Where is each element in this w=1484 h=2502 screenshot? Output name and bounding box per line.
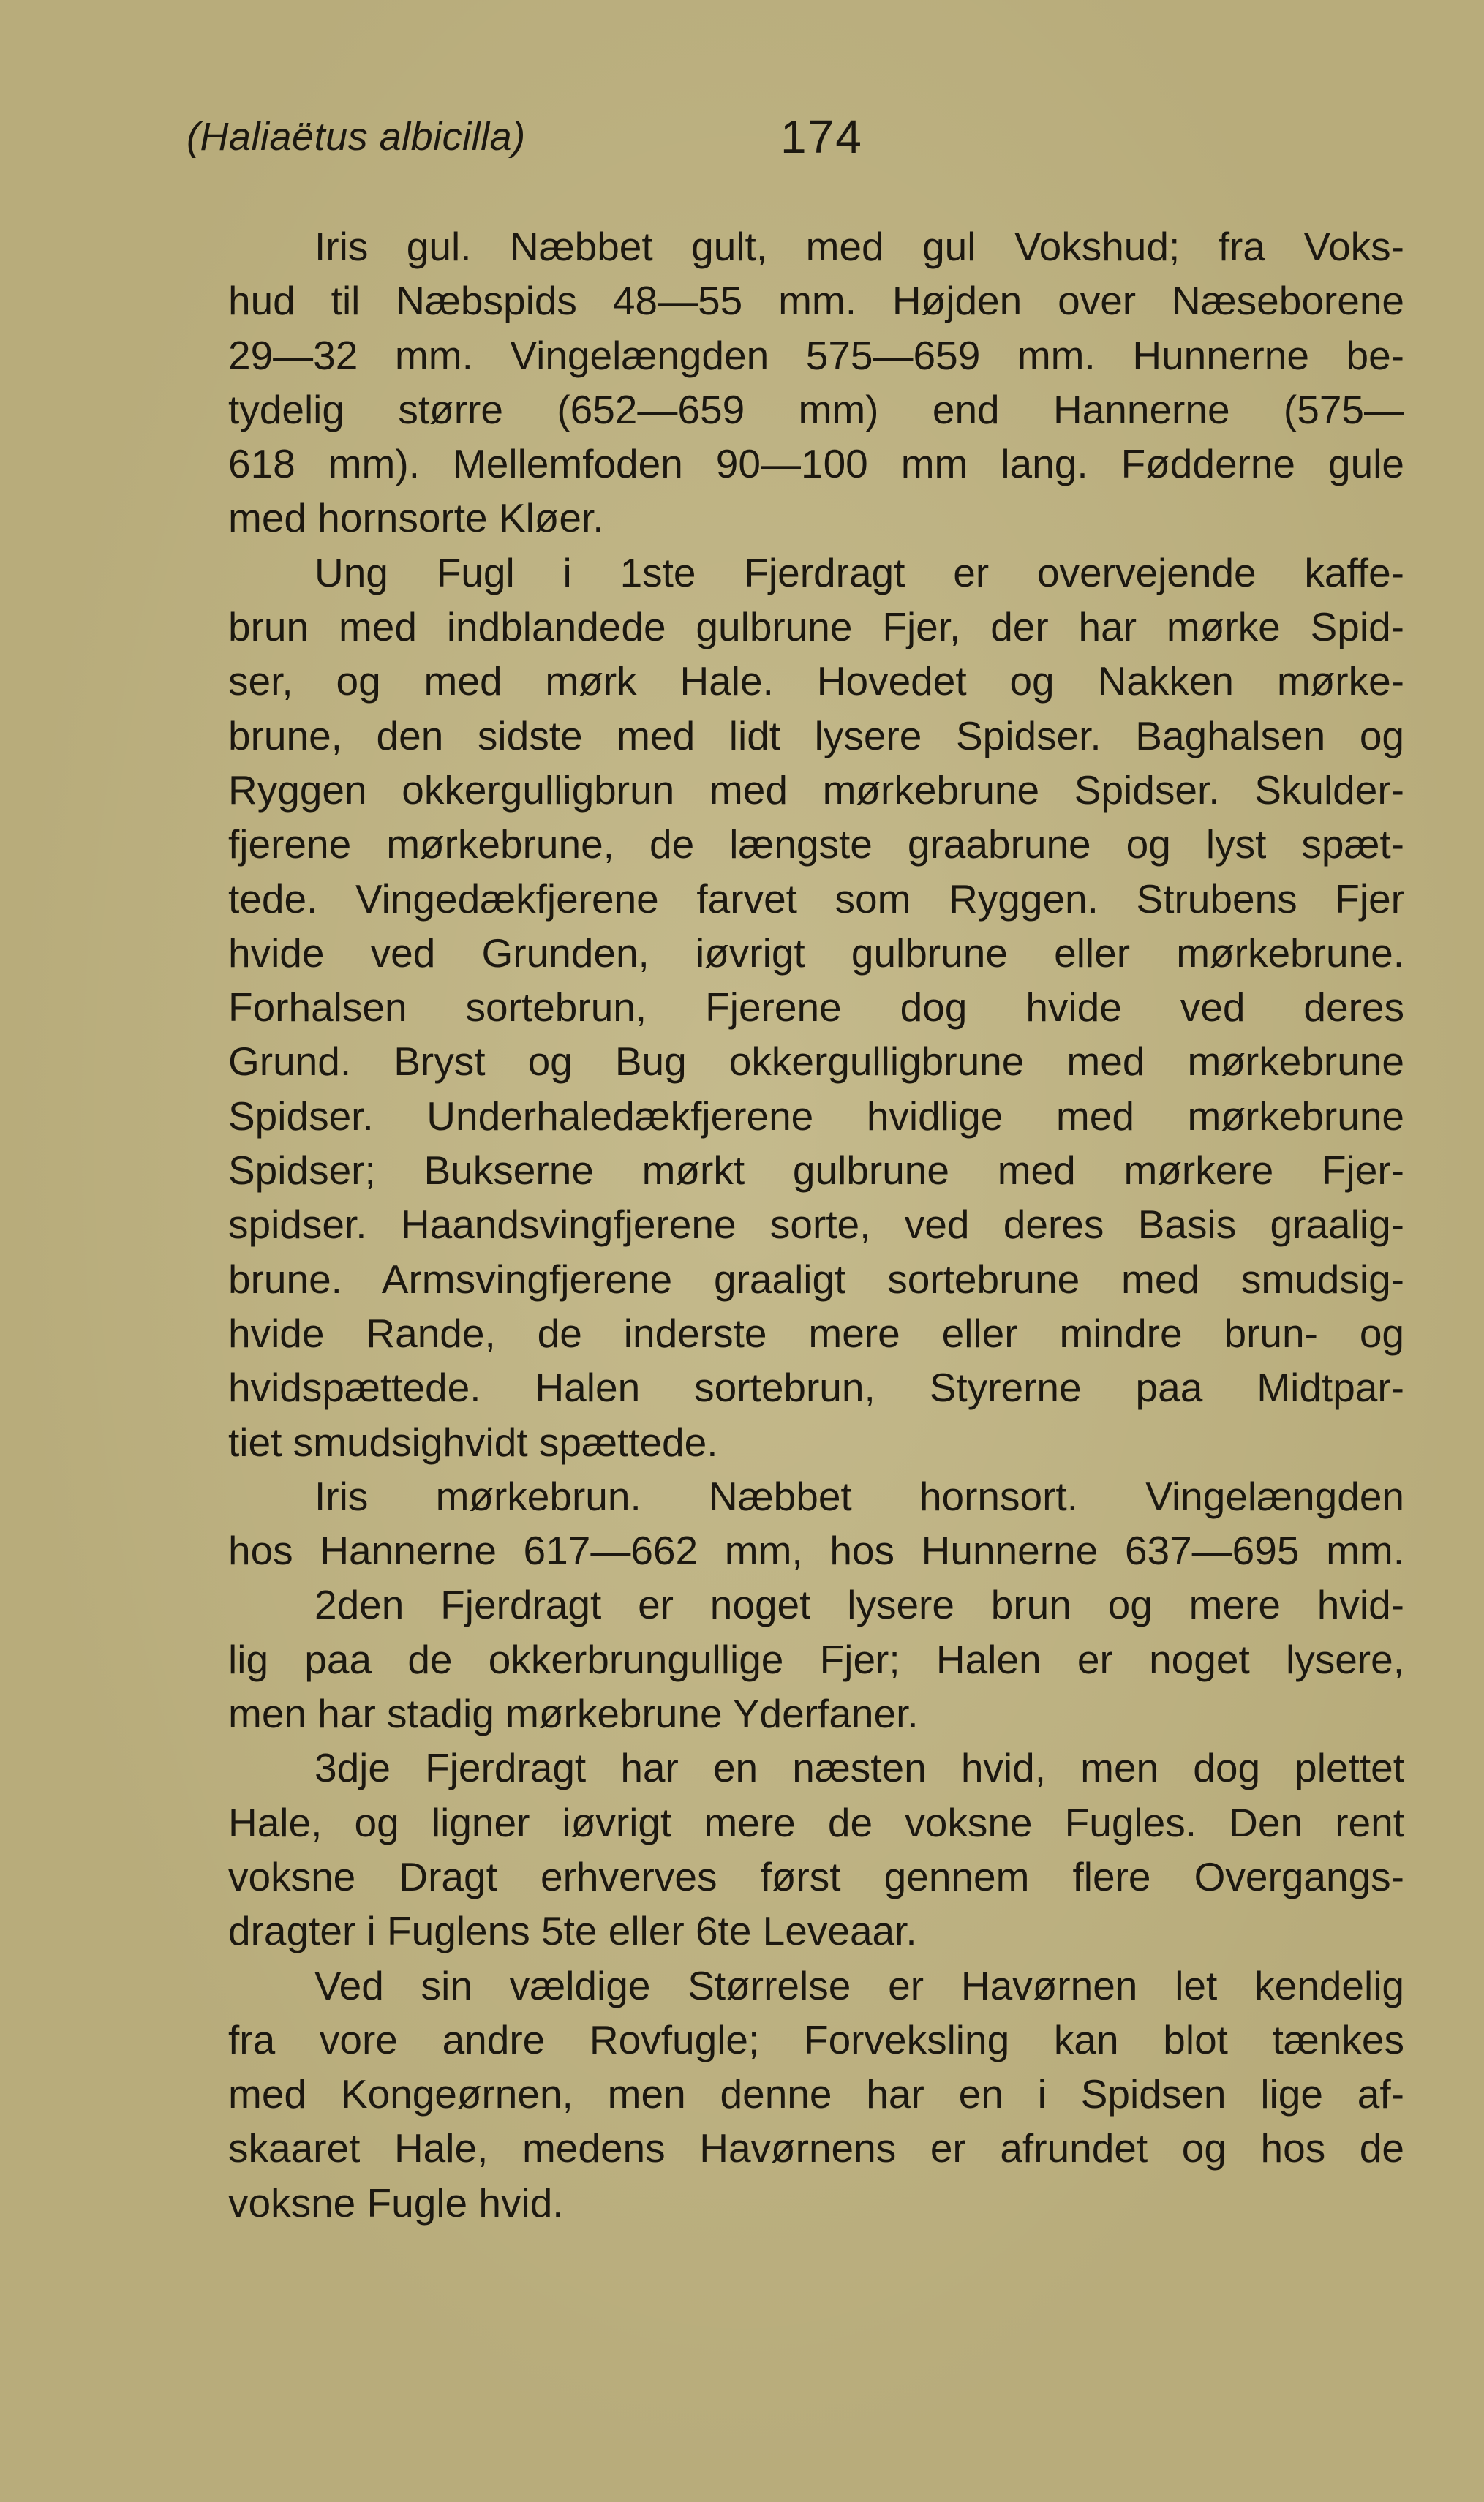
text-line: hvide ved Grunden, iøvrigt gulbrune eller mørkebrune.: [228, 930, 1404, 976]
text-line: Grund. Bryst og Bug okkergulligbrune med mørkebrune: [228, 1039, 1404, 1085]
text-line: Hale, og ligner iøvrigt mere de voksne Fugles. Den rent: [228, 1799, 1404, 1845]
text-line: Ved sin vældige Størrelse er Havørnen let kendelig: [314, 1962, 1404, 2008]
text-line: 2den Fjerdragt er noget lysere brun og mere hvid-: [314, 1582, 1404, 1628]
text-line: hos Hannerne 617—662 mm, hos Hunnerne 637—695 mm.: [228, 1528, 1404, 1574]
text-line: 618 mm). Mellemfoden 90—100 mm lang. Fødderne gule: [228, 441, 1404, 487]
species-header: (Haliaëtus albicilla): [187, 115, 526, 159]
text-line: Iris mørkebrun. Næbbet hornsort. Vingelængden: [314, 1473, 1404, 1519]
text-line: brun med indblandede gulbrune Fjer, der har mørke Spid-: [228, 604, 1404, 650]
text-line: 3dje Fjerdragt har en næsten hvid, men dog plettet: [314, 1745, 1404, 1791]
text-line: Spidser. Underhaledækfjerene hvidlige med mørkebrune: [228, 1093, 1404, 1139]
text-line: brune, den sidste med lidt lysere Spidser. Baghalsen og: [228, 712, 1404, 758]
text-line: med hornsorte Kløer.: [228, 495, 604, 541]
text-line: brune. Armsvingfjerene graaligt sortebrune med smudsig-: [228, 1256, 1404, 1302]
text-line: fjerene mørkebrune, de længste graabrune og lyst spæt-: [228, 821, 1404, 867]
text-line: Ryggen okkergulligbrun med mørkebrune Spidser. Skulder-: [228, 766, 1404, 813]
text-line: hud til Næbspids 48—55 mm. Højden over Næseborene: [228, 278, 1404, 324]
text-line: 29—32 mm. Vingelængden 575—659 mm. Hunnerne be-: [228, 332, 1404, 378]
text-line: hvide Rande, de inderste mere eller mindre brun- og: [228, 1310, 1404, 1356]
text-line: tydelig større (652—659 mm) end Hannerne (575—: [228, 386, 1404, 432]
text-line: skaaret Hale, medens Havørnens er afrundet og hos de: [228, 2125, 1404, 2171]
text-line: tiet smudsighvidt spættede.: [228, 1419, 718, 1465]
running-header: [187, 110, 1430, 168]
text-line: tede. Vingedækfjerene farvet som Ryggen. Strubens Fjer: [228, 875, 1404, 922]
text-line: Spidser; Bukserne mørkt gulbrune med mørkere Fjer-: [228, 1148, 1404, 1194]
text-line: med Kongeørnen, men denne har en i Spidsen lige af-: [228, 2071, 1404, 2117]
text-line: lig paa de okkerbrungullige Fjer; Halen er noget lysere,: [228, 1636, 1404, 1682]
text-line: voksne Dragt erhverves først gennem flere Overgangs-: [228, 1853, 1404, 1899]
text-line: men har stadig mørkebrune Yderfaner.: [228, 1691, 919, 1737]
text-line: hvidspættede. Halen sortebrun, Styrerne paa Midtpar-: [228, 1365, 1404, 1411]
body-text: [228, 219, 1404, 2230]
text-line: dragter i Fuglens 5te eller 6te Leveaar.: [228, 1908, 917, 1954]
text-line: spidser. Haandsvingfjerene sorte, ved deres Basis graalig-: [228, 1202, 1404, 1248]
text-line: fra vore andre Rovfugle; Forveksling kan blot tænkes: [228, 2016, 1404, 2062]
text-line: Iris gul. Næbbet gult, med gul Vokshud; fra Voks-: [314, 224, 1404, 269]
text-line: Forhalsen sortebrun, Fjerene dog hvide ved deres: [228, 984, 1404, 1030]
text-line: Ung Fugl i 1ste Fjerdragt er overvejende kaffe-: [314, 549, 1404, 595]
text-line: voksne Fugle hvid.: [228, 2179, 564, 2226]
text-line: ser, og med mørk Hale. Hovedet og Nakken mørke-: [228, 658, 1404, 704]
page-number: 174: [780, 110, 863, 163]
